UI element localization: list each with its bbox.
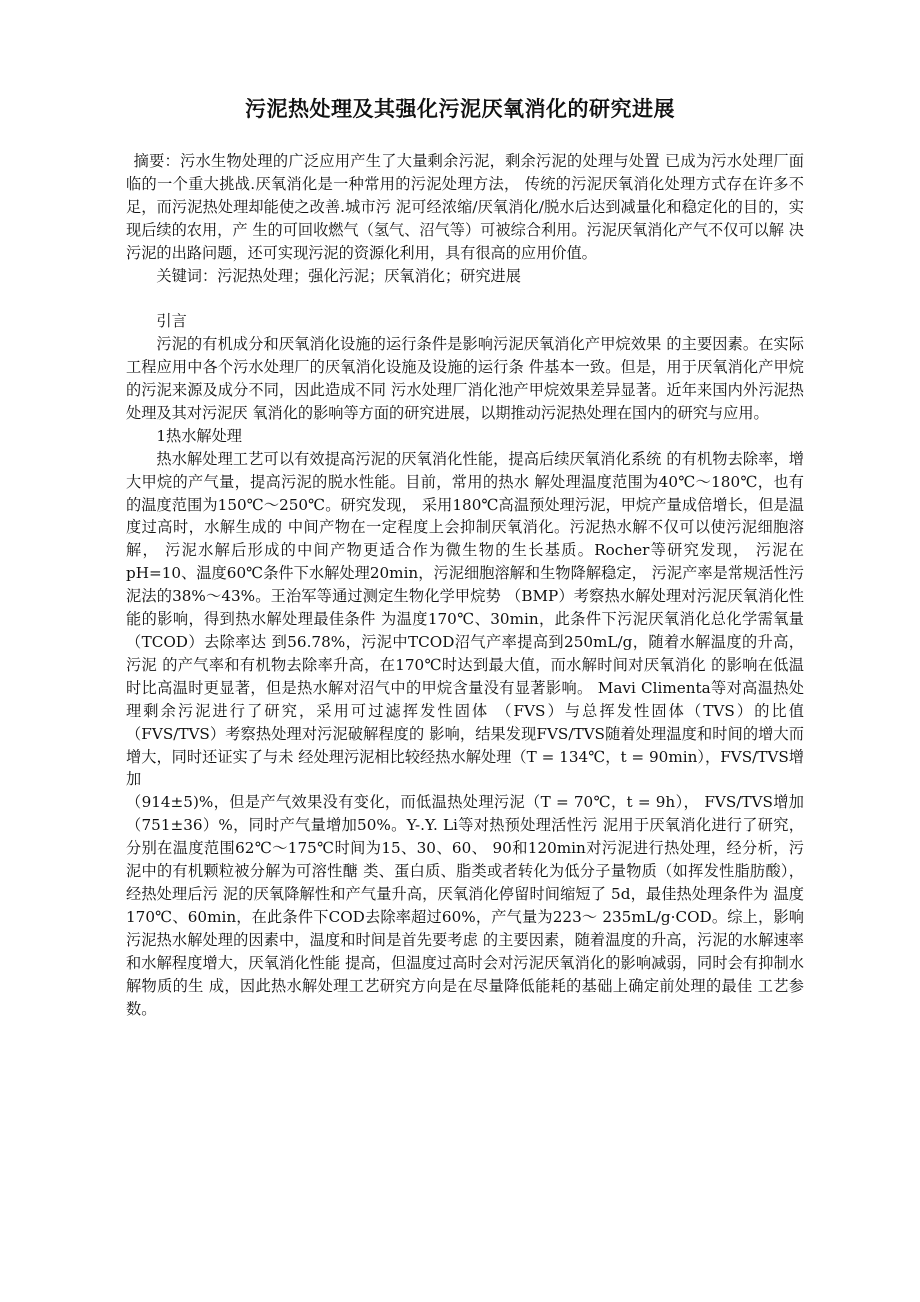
paragraph-gap: [126, 287, 804, 310]
page-title: 污泥热处理及其强化污泥厌氧消化的研究进展: [245, 96, 675, 121]
intro-paragraph: 污泥的有机成分和厌氧消化设施的运行条件是影响污泥厌氧消化产甲烷效果 的主要因素。在实际工程应用中各个污水处理厂的厌氧消化设施及设施的运行条 件基本一致。但是，用于厌氧消化产甲烷的污泥来源及成分不同，因此造成不同 污水处理厂消化池产甲烷效果差异显著。近年来国内外污泥热处理及其对污泥厌 氧消化的影响等方面的研究进展，以期推动污泥热处理在国内的研究与应用。: [126, 335, 804, 422]
abstract-paragraph: 摘要：污水生物处理的广泛应用产生了大量剩余污泥，剩余污泥的处理与处置 已成为污水处理厂面临的一个重大挑战.厌氧消化是一种常用的污泥处理方法， 传统的污泥厌氧消化处理方式存在许多不足，而污泥热处理却能使之改善.城市污 泥可经浓缩/厌氧消化/脱水后达到减量化和稳定化的目的，实现后续的农用，产 生的可回收燃气（氢气、沼气等）可被综合利用。污泥厌氧消化产气不仅可以解 决污泥的出路问题，还可实现污泥的资源化利用，具有很高的应用价值。: [126, 152, 804, 262]
intro-heading: 引言: [156, 312, 187, 331]
document-body: [126, 150, 804, 1020]
keywords-line: 关键词：污泥热处理；强化污泥；厌氧消化；研究进展: [156, 266, 521, 285]
section1-paragraph-a: 热水解处理工艺可以有效提高污泥的厌氧消化性能，提高后续厌氧消化系统 的有机物去除率，增大甲烷的产气量，提高污泥的脱水性能。目前，常用的热水 解处理温度范围为40℃～180℃，也有的温度范围为150℃～250℃。研究发现， 采用180℃高温预处理污泥，甲烷产量成倍增长，但是温度过高时，水解生成的 中间产物在一定程度上会抑制厌氧消化。污泥热水解不仅可以使污泥细胞溶解， 污泥水解后形成的中间产物更适合作为微生物的生长基质。Rocher等研究发现， 污泥在pH=10、温度60℃条件下水解处理20min，污泥细胞溶解和生物降解稳定， 污泥产率是常规活性污泥法的38%～43%。王治军等通过测定生物化学甲烷势 （BMP）考察热水解处理对污泥厌氧消化性能的影响，得到热水解处理最佳条件 为温度170℃、30min，此条件下污泥厌氧消化总化学需氧量（TCOD）去除率达 到56.78%，污泥中TCOD沼气产率提高到250mL/g，随着水解温度的升高，污泥 的产气率和有机物去除率升高，在170℃时达到最大值，而水解时间对厌氧消化 的影响在低温时比高温时更显著，但是热水解对沼气中的甲烷含量没有显著影响。 Mavi Climenta等对高温热处理剩余污泥进行了研究，采用可过滤挥发性固体 （FVS）与总挥发性固体（TVS）的比值（FVS/TVS）考察热处理对污泥破解程度的 影响，结果发现FVS/TVS随着处理温度和时间的增大而增大，同时还证实了与未 经处理污泥相比较经热水解处理（T = 134℃，t = 90min），FVS/TVS增加: [126, 449, 804, 789]
section1-paragraph-b: （914±5)%，但是产气效果没有变化，而低温热处理污泥（T = 70℃，t = 9h）， FVS/TVS增加（751±36）%，同时产气量增加50%。Y-.Y. Li等对热预处理活性污 泥用于厌氧消化进行了研究，分别在温度范围62℃～175℃时间为15、30、60、 90和120min对污泥进行热处理，经分析，污泥中的有机颗粒被分解为可溶性醣 类、蛋白质、脂类或者转化为低分子量物质（如挥发性脂肪酸），经热处理后污 泥的厌氧降解性和产气量升高，厌氧消化停留时间缩短了 5d，最佳热处理条件为 温度170℃、60min，在此条件下COD去除率超过60%，产气量为223～ 235mL/g·COD。综上，影响污泥热水解处理的因素中，温度和时间是首先要考虑 的主要因素，随着温度的升高，污泥的水解速率和水解程度增大，厌氧消化性能 提高，但温度过高时会对污泥厌氧消化的影响减弱，同时会有抑制水解物质的生 成，因此热水解处理工艺研究方向是在尽量降低能耗的基础上确定前处理的最佳 工艺参数。: [126, 793, 804, 1018]
section1-heading: 1热水解处理: [156, 426, 242, 445]
